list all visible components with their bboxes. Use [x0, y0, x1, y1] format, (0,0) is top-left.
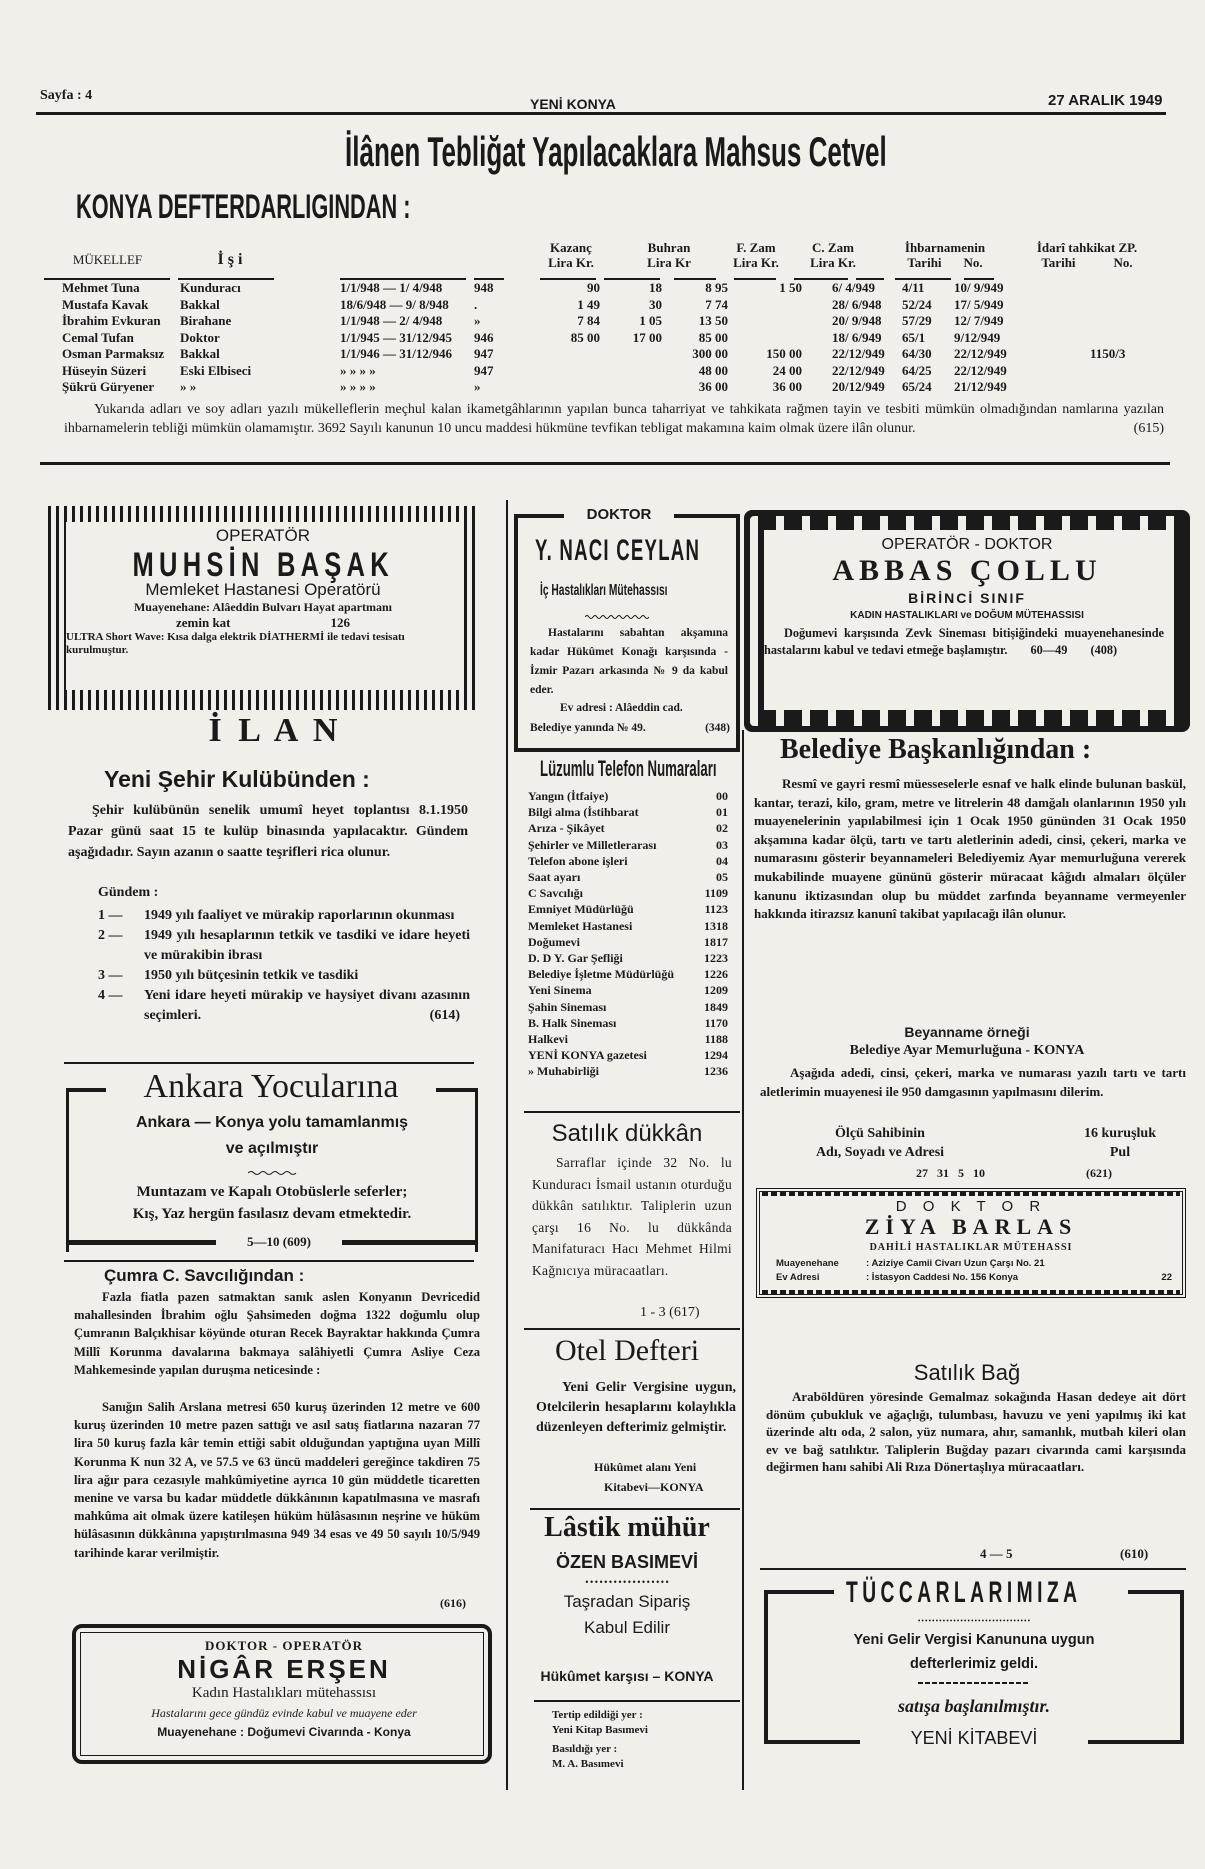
- phone-number: 00: [716, 789, 728, 803]
- ziya-address-value: : Aziziye Camii Civarı Uzun Çarşı No. 21: [866, 1258, 1045, 1269]
- agenda-text: 1949 yılı hesaplarının tetkik ve tasdiki ve idare heyeti ve mürakibin ibrası: [144, 928, 470, 963]
- cumra-ref: (616): [440, 1596, 466, 1610]
- cell-id_date: 22/12/949: [954, 362, 1007, 378]
- table-row: [62, 280, 1172, 296]
- ilan-agenda: [98, 906, 470, 1026]
- cell-name: Mustafa Kavak: [62, 296, 149, 312]
- cell-ih_no: 64/25: [902, 362, 932, 378]
- ilan-title: İ L A N: [208, 712, 342, 749]
- cell-period: 18/6/948 — 9/ 8/948: [340, 296, 449, 312]
- phone-name: Arıza - Şikâyet: [528, 821, 605, 836]
- owner-label2: Adı, Soyadı ve Adresi: [815, 1145, 945, 1160]
- ziya-address-value: : İstasyon Caddesi No. 156 Konya: [866, 1272, 1019, 1283]
- muhsin-number: 126: [330, 615, 351, 630]
- bag-title: Satılık Bağ: [913, 1360, 1021, 1385]
- phone-number: 03: [716, 837, 728, 852]
- abbas-name: ABBAS ÇOLLU: [832, 554, 1102, 587]
- dukkan-title: Satılık dükkân: [551, 1120, 703, 1147]
- cell-year: »: [474, 379, 481, 394]
- column-divider: [506, 500, 508, 1790]
- agenda-number: 1 —: [98, 908, 123, 923]
- cell-period: » » » »: [340, 362, 376, 378]
- ankara-title: Ankara Yocularına: [143, 1068, 399, 1105]
- cell-period: » » » »: [340, 379, 376, 394]
- phone-number: 1188: [704, 1032, 728, 1047]
- cell-id_date: 17/ 5/949: [954, 296, 1004, 312]
- phone-entry: [528, 885, 728, 901]
- cell-name: Osman Parmaksız: [62, 346, 165, 361]
- phone-entry: [528, 901, 728, 917]
- cell-name: Hüseyin Süzeri: [62, 362, 147, 378]
- phones-title: Lüzumlu Telefon Numaraları: [540, 756, 717, 781]
- tuccar-line3: satışa başlanılmıştır.: [897, 1696, 1051, 1716]
- agenda-item: [98, 926, 470, 966]
- phone-name: Memleket Hastanesi: [528, 918, 633, 933]
- cell-ih_no: 65/24: [902, 379, 932, 394]
- phone-entry: [528, 1015, 728, 1031]
- cell-ih_date: 22/12/949: [832, 346, 885, 361]
- col-mukellef: MÜKELLEF: [72, 252, 143, 267]
- phone-entry: [528, 837, 728, 853]
- phone-entry: [528, 804, 728, 820]
- ankara-line4: Kış, Yaz hergün fasılasız devam etmektedir.: [132, 1206, 412, 1222]
- phone-entry: [528, 950, 728, 966]
- phone-name: YENİ KONYA gazetesi: [528, 1048, 647, 1063]
- tuccar-dotted-divider: ••••••••••••••••••••••••••••••••: [917, 1618, 1031, 1625]
- ankara-line1: Ankara — Konya yolu tamamlanmış: [135, 1114, 409, 1131]
- phone-number: 1294: [704, 1048, 728, 1063]
- newspaper-name: YENİ KONYA: [530, 96, 616, 112]
- ilan-heading: Yeni Şehir Kulübünden :: [104, 766, 370, 792]
- cell-name: Cemal Tufan: [62, 329, 134, 345]
- tuccar-line1: Yeni Gelir Vergisi Kanununa uygun: [853, 1632, 1095, 1648]
- cell-year: 946: [474, 329, 494, 345]
- cetvel-table: [62, 280, 1172, 400]
- cell-czam: 150 00: [766, 346, 802, 361]
- cell-buhran: 1 05: [639, 313, 662, 328]
- agenda-text: 1950 yılı bütçesinin tetkik ve tasdiki: [144, 968, 359, 983]
- phone-name: B. Halk Sineması: [528, 1015, 617, 1030]
- phone-number: 1318: [704, 918, 728, 933]
- col-ihbarname: İhbarnamenin Tarihi No.: [904, 240, 986, 270]
- cell-id_date: 22/12/949: [954, 346, 1007, 361]
- cell-fzam: 7 74: [705, 296, 728, 312]
- col-kazanc: Kazanç Lira Kr.: [548, 240, 594, 270]
- owner-label1: Ölçü Sahibinin: [835, 1126, 925, 1141]
- naci-title: DOKTOR: [586, 506, 652, 523]
- ziya-address-line: [776, 1258, 1172, 1269]
- cell-ih_no: 4/11: [902, 280, 925, 295]
- cumra-heading: Çumra C. Savcılığından :: [104, 1266, 305, 1285]
- cell-ih_no: 64/30: [902, 346, 932, 361]
- cell-kazanc: 85 00: [570, 329, 600, 345]
- cell-ih_no: 65/1: [902, 329, 926, 345]
- cell-name: Şükrü Güryener: [62, 379, 155, 394]
- ziya-address-label: Muayenehane: [776, 1258, 839, 1269]
- muhsin-title: OPERATÖR: [215, 526, 311, 545]
- ankara-line3: Muntazam ve Kapalı Otobüslerle seferler;: [136, 1184, 408, 1200]
- muhsin-floor: zemin kat: [175, 615, 231, 630]
- phone-entry: [528, 788, 728, 804]
- lastik-address: Hükûmet karşısı – KONYA: [540, 1668, 714, 1684]
- naci-home2: Belediye yanında № 49.: [530, 722, 646, 734]
- table-row: [62, 379, 1172, 395]
- cell-id_date: 10/ 9/949: [954, 280, 1004, 295]
- cell-fzam: 48 00: [698, 362, 728, 378]
- belediye-body: Resmî ve gayri resmî müesseselerle esnaf ve halk elinde bulunan baskül, kantar, terazi, kilo, gram, metre ve litrelerin 48 damğalı olanlarının 1950 yılı muayenelerinin yapılabilmesi için 1 Ocak 1950 gününden 31 Ocak 1950 akşamına kadar ölçü, tartı ve tartı aletlerinin adedi, cinsi, çekeri, marka ve numarasını gösterir beyannameleri Belediyemiz Ayar memurluğuna vererek mukabilinde muayene gününü gösterir müracaat kâğıdı almaları ölçüler kanunu iktizasından olup bu müddet zarfında beyanname vermeyenler hakkında itirazsız kanunî takibat yapılacağı ilân olunur.: [754, 776, 1186, 922]
- ziya-address-label: Ev Adresi: [776, 1272, 820, 1283]
- phone-name: Doğumevi: [528, 934, 580, 949]
- phone-name: Telefon abone işleri: [528, 853, 628, 868]
- naci-name: Y. NACI CEYLAN: [535, 534, 701, 567]
- header-rule: [36, 112, 1166, 115]
- cell-name: Mehmet Tuna: [62, 280, 140, 295]
- ziya-address-line: [776, 1272, 1172, 1283]
- abbas-rank: BİRİNCİ SINIF: [908, 590, 1026, 606]
- phone-entry: [528, 1031, 728, 1047]
- agenda-text: 1949 yılı faaliyet ve mürakip raporlarının okunması: [144, 908, 455, 923]
- phone-number: 1223: [704, 951, 728, 966]
- cell-id_date: 9/12/949: [954, 329, 1001, 345]
- bag-ref1: 4 — 5: [980, 1546, 1013, 1561]
- ankara-ref: 5—10 (609): [247, 1234, 311, 1249]
- belediye-ref: (621): [1086, 1166, 1112, 1180]
- phone-number: 04: [716, 853, 728, 868]
- nigar-title: DOKTOR - OPERATÖR: [204, 1638, 364, 1653]
- agenda-number: 4 —: [98, 988, 123, 1003]
- agenda-item: [98, 906, 470, 926]
- column-divider: [742, 730, 744, 1790]
- nigar-address: Muayenehane : Doğumevi Civarında - Konya: [157, 1725, 411, 1739]
- stamp-label1: 16 kuruşluk: [1084, 1126, 1156, 1141]
- cell-job: » »: [180, 379, 197, 394]
- lastik-line2: Kabul Edilir: [584, 1618, 670, 1637]
- naci-home: Ev adresi : Alâeddin cad.: [560, 702, 683, 714]
- phone-number: 02: [716, 821, 728, 836]
- cell-buhran: 17 00: [632, 329, 662, 345]
- lastik-dotted-divider: ••••••••••••••••••: [584, 1578, 670, 1587]
- phone-number: 1123: [704, 902, 728, 917]
- abbas-role: KADIN HASTALIKLARI ve DOĞUM MÜTEHASSISI: [850, 610, 1084, 621]
- phone-name: Yeni Sinema: [528, 983, 592, 998]
- phone-name: Emniyet Müdürlüğü: [528, 902, 634, 917]
- cell-fzam: 13 50: [698, 313, 728, 328]
- col-czam: C. Zam Lira Kr.: [810, 240, 856, 270]
- cetvel-title: İlânen Tebliğat Yapılacaklara Mahsus Cetvel: [345, 128, 887, 175]
- ziya-role: DAHİLİ HASTALIKLAR MÜTEHASSI: [869, 1242, 1073, 1253]
- phone-entry: [528, 1047, 728, 1063]
- table-row: [62, 346, 1172, 362]
- tuccar-line2: defterlerimiz geldi.: [909, 1656, 1039, 1672]
- cetvel-footnote: Yukarıda adları ve soy adları yazılı mükelleflerin meçhul kalan ikametgâhlarının yapılan bunca taharriyat ve tahkikata rağmen tayin ve tesbiti mümkün olmadığından namlarına yazılan ihbarnamelerin tebliği mümkün olamamıştır. 3692 Sayılı kanunun 10 uncu maddesi hükmüne tevfikan tebligat makamına kaim olmak üzere ilân olunur. (615): [64, 402, 1164, 436]
- cell-id_no: 1150/3: [1090, 346, 1126, 361]
- phone-entry: [528, 918, 728, 934]
- muhsin-name: MUHSİN BAŞAK: [132, 546, 394, 584]
- phone-number: 1817: [704, 934, 728, 949]
- cell-kazanc: 90: [587, 280, 600, 295]
- cell-ih_date: 18/ 6/949: [832, 329, 882, 345]
- ziya-name: ZİYA BARLAS: [864, 1214, 1078, 1239]
- naci-ref: (348): [705, 722, 730, 734]
- phone-number: 1236: [704, 1064, 728, 1079]
- lastik-line1: Taşradan Sipariş: [563, 1592, 691, 1611]
- bag-ref2: (610): [1120, 1546, 1149, 1561]
- cell-ih_date: 20/12/949: [832, 379, 885, 394]
- cell-czam: 24 00: [772, 362, 802, 378]
- phone-name: D. D Y. Gar Şefliği: [528, 951, 623, 966]
- cetvel-subtitle: KONYA DEFTERDARLIGINDAN :: [76, 188, 411, 226]
- cell-buhran: 18: [649, 280, 662, 295]
- naci-role: İç Hastalıkları Mütehassısı: [540, 582, 668, 599]
- bag-body: Araböldüren yöresinde Gemalmaz sokağında Hasan dedeye ait dört dönüm çubukluk ve ağaçlığı, tulumbası, havuzu ve yeni yapılmış iki kat üzerinde altı oda, 2 salon, yüz numara, ahır, samanlık, mutbah kileri olan ev ve bağ satılıktır. Taliplerin Buğday pazarı civarında cami karşısında değirmen hanı sahibi Ali Rıza Dönertaşlıya müracaatları.: [766, 1389, 1186, 1475]
- cell-ih_date: 22/12/949: [832, 362, 885, 378]
- cell-year: .: [474, 296, 478, 312]
- dukkan-body: Sarraflar içinde 32 No. lu Kunduracı İsmail ustanın oturduğu dükkân satılıktır. Taliplerin uzun çarşı 16 No. lu dükkânda Manifaturacı Hacı Mehmet Hilmi Kağnıcıya müracaatları.: [532, 1155, 732, 1278]
- cell-period: 1/1/945 — 31/12/945: [340, 329, 452, 345]
- col-fzam: F. Zam Lira Kr.: [733, 240, 779, 270]
- muhsin-ultra: ULTRA Short Wave: Kısa dalga elektrik DİATHERMİ ile tedavi tesisatı kurulmuştur.: [66, 631, 405, 656]
- ziya-title: D O K T O R: [895, 1198, 1047, 1215]
- cell-year: »: [474, 313, 481, 328]
- phone-name: C Savcılığı: [528, 886, 584, 901]
- belediye-sample-title: Beyanname örneği: [904, 1024, 1030, 1040]
- lastik-title: Lâstik mühür: [544, 1512, 710, 1543]
- phone-number: 1109: [704, 886, 728, 901]
- phone-number: 1209: [704, 983, 728, 998]
- cell-czam: 36 00: [772, 379, 802, 394]
- cell-name: İbrahim Evkuran: [62, 313, 161, 328]
- ad-muhsin: [66, 522, 460, 690]
- phone-number: 1849: [704, 999, 728, 1014]
- phone-name: Şehirler ve Milletlerarası: [528, 837, 657, 852]
- table-row: [62, 330, 1172, 346]
- phone-entry: [528, 982, 728, 998]
- cell-ih_date: 20/ 9/948: [832, 313, 882, 328]
- muhsin-address: Muayenehane: Alâeddin Bulvarı Hayat apartmanı: [133, 600, 393, 614]
- cell-buhran: 30: [649, 296, 662, 312]
- muhsin-role: Memleket Hastanesi Operatörü: [145, 580, 381, 599]
- phone-number: 1170: [704, 1015, 728, 1030]
- ilan-ref: (614): [429, 1008, 460, 1023]
- phone-entry: [528, 1063, 728, 1079]
- naci-wavy-divider: [585, 614, 649, 620]
- otel-body: Yeni Gelir Vergisine uygun, Otelcilerin hesaplarını kolaylıkla düzenleyen defterimiz gelmiştir.: [536, 1380, 736, 1435]
- cell-kazanc: 1 49: [577, 296, 600, 312]
- otel-title: Otel Defteri: [554, 1334, 700, 1367]
- phone-entry: [528, 820, 728, 836]
- ilan-gundem: Gündem :: [98, 885, 159, 900]
- ankara-line2: ve açılmıştır: [225, 1140, 319, 1157]
- agenda-number: 2 —: [98, 928, 123, 943]
- cell-job: Bakkal: [180, 346, 220, 361]
- cell-year: 947: [474, 346, 494, 361]
- ziya-ref: 22: [1161, 1272, 1172, 1283]
- imprint: Tertip edildiği yer : Yeni Kitap Basımevi Basıldığı yer : M. A. Basımevi: [552, 1709, 648, 1770]
- phone-name: Şahin Sineması: [528, 999, 607, 1014]
- cell-period: 1/1/946 — 31/12/946: [340, 346, 452, 361]
- cell-fzam: 85 00: [698, 329, 728, 345]
- cumra-p2: Sanığın Salih Arslana metresi 650 kuruş üzerinden 12 metre ve 600 kuruş üzerinden 10 metre pazen sattığı ve asıl satış fiatlarına nazaran 77 lira 50 kuruş fazla kâr temin ettiği sabit olduğundan yaptığına uyan Millî Korunma K nun 32 A, ve 57.5 ve 63 üncü maddeleri gereğince takdiren 75 lira ağır para cezasıyle mahkûmiyetine ayrıca 10 gün müddetle ticaretten menine ve varsa bu kadar müddetle dükkânının kapatılmasına ve masrafı mahkûma ait olmak üzere katileşen hüküm hülâsasının neşrine ve hüküm hülâsasının dükkânına yapıştırılmasına 949 34 esas ve 49 50 sayılı 10/5/949 tarihinde karar verilmiştir.: [74, 1400, 480, 1560]
- dukkan-ref: 1 - 3 (617): [640, 1305, 700, 1320]
- phone-name: Belediye İşletme Müdürlüğü: [528, 967, 674, 982]
- abbas-body: Doğumevi karşısında Zevk Sineması bitişiğindeki muayenehanesinde hastalarını kabul ve tedavi etmeğe başlamıştır. 60—49 (408): [764, 626, 1164, 657]
- naci-body: Hastalarını sabahtan akşamına kadar Hükûmet Konağı karşısında - İzmir Pazarı arkasında № 9 da kabul eder.: [530, 627, 728, 696]
- cell-fzam: 36 00: [698, 379, 728, 394]
- nigar-note: Hastalarını gece gündüz evinde kabul ve muayene eder: [151, 1706, 417, 1720]
- page-number: Sayfa : 4: [40, 88, 93, 103]
- cell-fzam: 8 95: [705, 280, 728, 295]
- cell-ih_date: 6/ 4/949: [832, 280, 875, 295]
- stamp-label2: Pul: [1109, 1145, 1131, 1160]
- phone-number: 01: [716, 805, 728, 820]
- cell-year: 948: [474, 280, 494, 295]
- table-row: [62, 313, 1172, 329]
- phone-entry: [528, 934, 728, 950]
- agenda-item: [98, 966, 470, 986]
- cell-period: 1/1/948 — 1/ 4/948: [340, 280, 443, 295]
- otel-sign2: Kitabevi—KONYA: [604, 1480, 704, 1494]
- table-row: [62, 363, 1172, 379]
- cell-ih_no: 57/29: [902, 313, 932, 328]
- phone-list: [528, 788, 728, 1080]
- cell-id_date: 12/ 7/949: [954, 313, 1004, 328]
- ilan-body: Şehir kulübünün senelik umumî heyet toplantısı 8.1.1950 Pazar günü saat 15 te kulüp binasında yapılacaktır. Gündem aşağıdadır. Sayın azanın o saatte teşrifleri rica olunur.: [68, 803, 468, 860]
- belediye-sample-body: Aşağıda adedi, cinsi, çekeri, marka ve numarası yazılı tartı ve tartı aletlerimin muayenesi ile 950 damgasının yapılmasını dilerim.: [760, 1065, 1186, 1099]
- cell-job: Eski Elbiseci: [180, 362, 252, 378]
- nigar-role: Kadın Hastalıkları mütehassısı: [191, 1685, 377, 1701]
- col-buhran: Buhran Lira Kr: [647, 240, 691, 270]
- otel-sign1: Hükûmet alanı Yeni: [594, 1460, 697, 1474]
- phone-entry: [528, 999, 728, 1015]
- cell-job: Birahane: [180, 313, 232, 328]
- issue-date: 27 ARALIK 1949: [1048, 92, 1163, 109]
- phone-name: Yangın (İtfaiye): [528, 789, 609, 803]
- cell-czam: 1 50: [779, 280, 802, 295]
- cell-job: Doktor: [180, 329, 220, 345]
- tuccar-title: TÜCCARLARIMIZA: [846, 1576, 1082, 1609]
- phone-number: 05: [716, 870, 728, 885]
- cell-kazanc: 7 84: [577, 313, 600, 328]
- cell-job: Bakkal: [180, 296, 220, 312]
- col-isi: İ ş i: [217, 251, 243, 268]
- ankara-wavy-divider: [248, 1170, 298, 1176]
- lastik-brand: ÖZEN BASIMEVİ: [555, 1552, 698, 1572]
- belediye-dates: 27 31 5 10: [916, 1166, 985, 1180]
- phone-name: Saat ayarı: [528, 870, 581, 885]
- cumra-p1: Fazla fiatla pazen satmaktan sanık aslen Konyanın Devricedid mahallesinden İbrahim oğlu Şahsimeden doğma 1322 doğumlu olup Çumranın Balçıkhisar köyünde oturan Recek Bayraktar hakkında Çumra Millî Korunma davalarına bakmaya salâhiyetli Çumra Asliye Ceza Mahkemesinde yapılan duruşma neticesinde :: [74, 1290, 480, 1377]
- cell-ih_date: 28/ 6/948: [832, 296, 882, 312]
- col-idari: İdarî tahkikat ZP. Tarihi No.: [1036, 240, 1138, 270]
- cell-period: 1/1/948 — 2/ 4/948: [340, 313, 443, 328]
- agenda-number: 3 —: [98, 968, 123, 983]
- phone-name: Bilgi alma (İstihbarat: [528, 805, 639, 820]
- cell-fzam: 300 00: [692, 346, 728, 361]
- phone-entry: [528, 966, 728, 982]
- phone-name: » Muhabirliği: [528, 1064, 600, 1079]
- belediye-sample-to: Belediye Ayar Memurluğuna - KONYA: [849, 1043, 1085, 1058]
- agenda-text: Yeni idare heyeti mürakip ve haysiyet divanı azasının seçimleri.: [144, 988, 470, 1023]
- nigar-name: NİGÂR ERŞEN: [177, 1654, 391, 1684]
- tuccar-sign: YENİ KİTABEVİ: [910, 1728, 1038, 1748]
- tuccar-dashed-divider: [918, 1682, 1028, 1684]
- phone-entry: [528, 869, 728, 885]
- cell-id_date: 21/12/949: [954, 379, 1007, 394]
- abbas-title: OPERATÖR - DOKTOR: [881, 536, 1053, 553]
- table-row: [62, 297, 1172, 313]
- cell-job: Kunduracı: [180, 280, 241, 295]
- cell-year: 947: [474, 362, 494, 378]
- phone-number: 1226: [704, 967, 728, 982]
- phone-name: Halkevi: [528, 1032, 569, 1047]
- agenda-item: [98, 986, 470, 1026]
- belediye-title: Belediye Başkanlığından :: [780, 734, 1092, 765]
- cell-ih_no: 52/24: [902, 296, 932, 312]
- phone-entry: [528, 853, 728, 869]
